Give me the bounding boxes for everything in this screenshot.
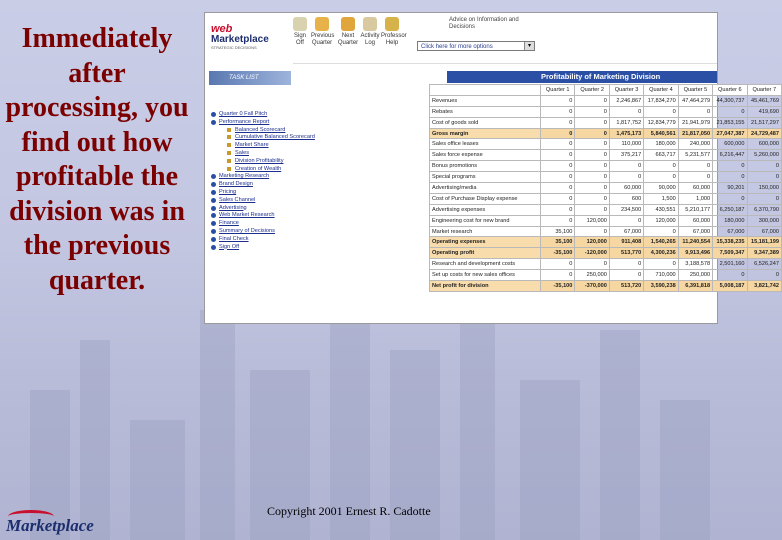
table-cell: 419,690 xyxy=(747,106,781,117)
table-cell: 0 xyxy=(541,161,575,172)
nav-item-label: Sales Channel xyxy=(219,196,256,203)
nav-item[interactable] xyxy=(209,236,293,244)
nav-item-label: Marketing Research xyxy=(219,173,270,180)
toolbar-button-2[interactable] xyxy=(337,17,359,47)
column-header: Quarter 7 xyxy=(747,85,781,96)
table-cell: 60,000 xyxy=(678,215,712,226)
column-header: Quarter 5 xyxy=(678,85,712,96)
nav-item[interactable] xyxy=(209,189,293,197)
table-cell: 240,000 xyxy=(678,139,712,150)
table-row xyxy=(430,161,782,172)
row-label: Bonus promotions xyxy=(430,161,541,172)
table-row xyxy=(430,281,782,292)
table-cell: 0 xyxy=(678,106,712,117)
table-cell: 0 xyxy=(747,270,781,281)
table-row xyxy=(430,150,782,161)
table-cell: 3,590,238 xyxy=(644,281,678,292)
table-cell: 5,260,000 xyxy=(747,150,781,161)
table-row xyxy=(430,95,782,106)
row-label: Sales office leases xyxy=(430,139,541,150)
table-cell: 120,000 xyxy=(575,215,609,226)
table-cell: 3,188,578 xyxy=(678,259,712,270)
table-cell: 0 xyxy=(541,95,575,106)
row-label: Net profit for division xyxy=(430,281,541,292)
table-cell: 2,501,160 xyxy=(713,259,747,270)
toolbar-button-0[interactable] xyxy=(289,17,311,47)
options-select[interactable] xyxy=(417,41,535,51)
toolbar-button-3[interactable] xyxy=(359,17,381,47)
column-header: Quarter 3 xyxy=(609,85,643,96)
table-cell: 0 xyxy=(575,226,609,237)
table-cell: 0 xyxy=(575,106,609,117)
column-header: Quarter 4 xyxy=(644,85,678,96)
table-cell: 21,517,297 xyxy=(747,117,781,128)
row-label: Engineering cost for new brand xyxy=(430,215,541,226)
table-cell: 0 xyxy=(575,117,609,128)
table-cell: 180,000 xyxy=(644,139,678,150)
table-cell: 90,201 xyxy=(713,183,747,194)
task-sidebar xyxy=(205,63,315,323)
nav-item[interactable] xyxy=(209,134,315,142)
table-cell: 45,461,769 xyxy=(747,95,781,106)
toolbar-button-label: Next Quarter xyxy=(337,33,359,46)
table-cell: 6,391,818 xyxy=(678,281,712,292)
table-cell: 0 xyxy=(644,259,678,270)
table-cell: 67,000 xyxy=(678,226,712,237)
row-label: Set up costs for new sales offices xyxy=(430,270,541,281)
table-cell: 15,338,235 xyxy=(713,237,747,248)
nav-bullet-icon xyxy=(211,237,216,242)
table-cell: 0 xyxy=(747,193,781,204)
nav-item[interactable] xyxy=(209,150,293,158)
table-cell: 110,000 xyxy=(609,139,643,150)
nav-bullet-icon xyxy=(211,120,216,125)
nav-bullet-icon xyxy=(211,198,216,203)
table-cell: 0 xyxy=(609,259,643,270)
table-cell: 0 xyxy=(713,193,747,204)
column-header: Quarter 6 xyxy=(713,85,747,96)
table-cell: 0 xyxy=(541,270,575,281)
table-cell: 375,217 xyxy=(609,150,643,161)
table-cell: 60,000 xyxy=(678,183,712,194)
activity-log-icon xyxy=(363,17,377,31)
nav-item[interactable] xyxy=(209,197,293,205)
nav-item-label: Balanced Scorecard xyxy=(235,126,286,133)
table-cell: 300,000 xyxy=(747,215,781,226)
table-cell: 15,181,199 xyxy=(747,237,781,248)
table-row xyxy=(430,117,782,128)
logo-tagline: STRATEGIC DECISIONS xyxy=(211,45,257,50)
table-cell: 67,000 xyxy=(713,226,747,237)
table-cell: 6,250,187 xyxy=(713,204,747,215)
table-cell: 120,000 xyxy=(644,215,678,226)
table-cell: 90,000 xyxy=(644,183,678,194)
table-header-row xyxy=(430,85,782,96)
toolbar-button-label: Activity Log xyxy=(360,33,380,46)
table-cell: 0 xyxy=(713,106,747,117)
table-cell: 1,500 xyxy=(644,193,678,204)
profitability-table xyxy=(429,84,782,292)
nav-bullet-icon xyxy=(211,229,216,234)
table-cell: 5,210,177 xyxy=(678,204,712,215)
table-cell: 0 xyxy=(609,270,643,281)
toolbar-button-4[interactable] xyxy=(381,17,407,47)
nav-item[interactable] xyxy=(209,166,293,174)
table-cell: 0 xyxy=(609,106,643,117)
table-title: Profitability of Marketing Division xyxy=(447,71,717,83)
row-label: Revenues xyxy=(430,95,541,106)
professor-help-icon xyxy=(385,17,399,31)
table-cell: 0 xyxy=(541,259,575,270)
nav-item-label: Performance Report xyxy=(219,118,270,125)
table-cell: 513,720 xyxy=(609,281,643,292)
nav-item-label: Sign Off xyxy=(219,243,240,250)
table-row xyxy=(430,106,782,117)
table-row xyxy=(430,172,782,183)
table-cell: 1,817,752 xyxy=(609,117,643,128)
nav-bullet-icon xyxy=(227,151,231,155)
table-cell: -35,100 xyxy=(541,248,575,259)
row-label: Advertising expenses xyxy=(430,204,541,215)
table-cell: 600 xyxy=(609,193,643,204)
table-row xyxy=(430,215,782,226)
table-cell: 0 xyxy=(541,150,575,161)
table-row xyxy=(430,193,782,204)
nav-item-label: Creation of Wealth xyxy=(235,165,282,172)
nav-bullet-icon xyxy=(211,112,216,117)
table-cell: 710,000 xyxy=(644,270,678,281)
nav-item-label: Final Check xyxy=(219,235,249,242)
nav-item-label: Brand Design xyxy=(219,181,253,188)
options-select-value: Click here for more options xyxy=(421,44,493,50)
nav-item[interactable] xyxy=(209,181,293,189)
table-cell: 35,100 xyxy=(541,237,575,248)
nav-item[interactable] xyxy=(209,205,293,213)
nav-bullet-icon xyxy=(211,190,216,195)
nav-item[interactable] xyxy=(209,220,293,228)
nav-item[interactable] xyxy=(209,212,293,220)
table-cell: 0 xyxy=(541,215,575,226)
table-cell: 0 xyxy=(644,106,678,117)
row-label: Advertising/media xyxy=(430,183,541,194)
nav-item[interactable] xyxy=(209,158,293,166)
column-header: Quarter 1 xyxy=(541,85,575,96)
table-cell: 6,370,790 xyxy=(747,204,781,215)
copyright-text: Copyright 2001 Ernest R. Cadotte xyxy=(267,504,431,518)
nav-bullet-icon xyxy=(227,159,231,163)
nav-bullet-icon xyxy=(211,182,216,187)
table-row xyxy=(430,259,782,270)
table-cell: 5,840,561 xyxy=(644,128,678,139)
table-cell: 0 xyxy=(644,172,678,183)
table-cell: 0 xyxy=(713,172,747,183)
table-cell: 250,000 xyxy=(575,270,609,281)
table-cell: 9,347,389 xyxy=(747,248,781,259)
table-cell: 24,729,487 xyxy=(747,128,781,139)
table-cell: 0 xyxy=(747,161,781,172)
table-cell: 0 xyxy=(541,172,575,183)
row-label: Market research xyxy=(430,226,541,237)
table-cell: 6,526,247 xyxy=(747,259,781,270)
table-cell: 0 xyxy=(609,172,643,183)
table-cell: 60,000 xyxy=(609,183,643,194)
table-cell: 2,246,867 xyxy=(609,95,643,106)
table-cell: 0 xyxy=(713,161,747,172)
row-label: Gross margin xyxy=(430,128,541,139)
table-cell: 0 xyxy=(541,139,575,150)
table-cell: 0 xyxy=(575,259,609,270)
table-cell: 250,000 xyxy=(678,270,712,281)
table-cell: 0 xyxy=(747,172,781,183)
row-label: Operating profit xyxy=(430,248,541,259)
nav-bullet-icon xyxy=(211,206,216,211)
nav-bullet-icon xyxy=(227,143,231,147)
table-cell: 27,047,387 xyxy=(713,128,747,139)
nav-bullet-icon xyxy=(211,245,216,250)
row-label: Cost of goods sold xyxy=(430,117,541,128)
column-header: Quarter 2 xyxy=(575,85,609,96)
nav-item[interactable] xyxy=(209,111,293,119)
nav-item-label: Pricing xyxy=(219,188,237,195)
table-cell: 0 xyxy=(575,161,609,172)
table-cell: 0 xyxy=(575,193,609,204)
table-row xyxy=(430,139,782,150)
table-cell: 600,000 xyxy=(713,139,747,150)
table-cell: 150,000 xyxy=(747,183,781,194)
table-cell: 35,100 xyxy=(541,226,575,237)
nav-bullet-icon xyxy=(211,221,216,226)
table-cell: 47,464,279 xyxy=(678,95,712,106)
task-list-header: TASK LIST xyxy=(209,71,291,85)
table-cell: 663,717 xyxy=(644,150,678,161)
table-cell: 7,509,347 xyxy=(713,248,747,259)
sign-off-icon xyxy=(293,17,307,31)
table-cell: 1,475,173 xyxy=(609,128,643,139)
table-row xyxy=(430,128,782,139)
previous-quarter-icon xyxy=(315,17,329,31)
table-cell: 21,941,979 xyxy=(678,117,712,128)
table-cell: 0 xyxy=(575,150,609,161)
table-cell: 21,853,155 xyxy=(713,117,747,128)
table-cell: 0 xyxy=(541,183,575,194)
table-cell: 0 xyxy=(575,139,609,150)
table-cell: 513,770 xyxy=(609,248,643,259)
row-label: Operating expenses xyxy=(430,237,541,248)
table-cell: 0 xyxy=(609,215,643,226)
toolbar-button-label: Previous Quarter xyxy=(311,33,335,46)
table-cell: 12,834,779 xyxy=(644,117,678,128)
nav-item-label: Summary of Decisions xyxy=(219,227,275,234)
row-label: Sales force expense xyxy=(430,150,541,161)
table-cell: 234,500 xyxy=(609,204,643,215)
table-cell: 0 xyxy=(575,172,609,183)
row-label: Cost of Purchase Display expense xyxy=(430,193,541,204)
brand-logo: Marketplace xyxy=(6,516,94,535)
marketplace-logo xyxy=(211,19,277,51)
nav-item[interactable] xyxy=(209,244,293,252)
nav-item[interactable] xyxy=(209,127,293,135)
table-cell: 911,408 xyxy=(609,237,643,248)
table-row xyxy=(430,248,782,259)
table-cell: -35,100 xyxy=(541,281,575,292)
app-header xyxy=(205,13,717,64)
table-cell: 0 xyxy=(541,117,575,128)
column-header xyxy=(430,85,541,96)
nav-item-label: Web Market Research xyxy=(219,212,275,219)
toolbar-button-label: Sign Off xyxy=(293,33,306,46)
table-cell: 0 xyxy=(541,106,575,117)
table-cell: 120,000 xyxy=(575,237,609,248)
table-cell: 0 xyxy=(541,128,575,139)
table-cell: -120,000 xyxy=(575,248,609,259)
table-cell: 11,240,554 xyxy=(678,237,712,248)
table-cell: 180,000 xyxy=(713,215,747,226)
table-cell: 0 xyxy=(713,270,747,281)
nav-item[interactable] xyxy=(209,142,293,150)
table-cell: 0 xyxy=(644,226,678,237)
table-cell: 0 xyxy=(678,161,712,172)
table-cell: 1,540,265 xyxy=(644,237,678,248)
nav-bullet-icon xyxy=(227,135,231,139)
main-content xyxy=(293,63,779,323)
table-cell: 5,008,187 xyxy=(713,281,747,292)
table-row xyxy=(430,183,782,194)
nav-item-label: Advertising xyxy=(219,204,247,211)
table-row xyxy=(430,237,782,248)
row-label: Research and development costs xyxy=(430,259,541,270)
table-row xyxy=(430,226,782,237)
table-cell: 1,000 xyxy=(678,193,712,204)
table-cell: 0 xyxy=(609,161,643,172)
app-screenshot xyxy=(204,12,779,324)
table-cell: 0 xyxy=(575,95,609,106)
nav-bullet-icon xyxy=(227,167,231,171)
chevron-down-icon[interactable]: ▾ xyxy=(524,42,534,50)
table-cell: 17,834,270 xyxy=(644,95,678,106)
table-cell: 0 xyxy=(644,161,678,172)
nav-item-label: Quarter 0 Fall Pitch xyxy=(219,111,268,117)
table-cell: 5,231,577 xyxy=(678,150,712,161)
nav-item-label: Cumulative Balanced Scorecard xyxy=(235,134,315,141)
table-cell: 4,300,236 xyxy=(644,248,678,259)
slide-caption: Immediately after processing, you find out how profitable the division was in the previous quarter. xyxy=(5,23,189,296)
task-nav-list xyxy=(209,111,315,251)
nav-item-label: Sales xyxy=(235,149,249,156)
table-cell: 600,000 xyxy=(747,139,781,150)
nav-item[interactable] xyxy=(209,173,293,181)
logo-text-web: web xyxy=(211,23,233,35)
table-cell: 44,300,737 xyxy=(713,95,747,106)
toolbar-button-label: Professor Help xyxy=(381,33,407,46)
nav-bullet-icon xyxy=(211,174,216,179)
row-label: Rebates xyxy=(430,106,541,117)
table-cell: 67,000 xyxy=(609,226,643,237)
next-quarter-icon xyxy=(341,17,355,31)
table-cell: 3,821,742 xyxy=(747,281,781,292)
table-row xyxy=(430,270,782,281)
table-row xyxy=(430,204,782,215)
nav-item-label: Division Profitability xyxy=(235,157,284,164)
table-cell: 0 xyxy=(678,172,712,183)
table-cell: 9,913,496 xyxy=(678,248,712,259)
table-cell: 21,817,050 xyxy=(678,128,712,139)
table-cell: 0 xyxy=(541,204,575,215)
table-cell: 0 xyxy=(575,128,609,139)
toolbar-button-1[interactable] xyxy=(311,17,333,47)
nav-item-label: Market Share xyxy=(235,142,269,149)
logo-text-main: Marketplace xyxy=(211,34,269,45)
table-cell: 0 xyxy=(541,193,575,204)
table-cell: 430,551 xyxy=(644,204,678,215)
row-label: Special programs xyxy=(430,172,541,183)
nav-bullet-icon xyxy=(227,128,231,132)
table-cell: -370,000 xyxy=(575,281,609,292)
table-cell: 0 xyxy=(575,183,609,194)
table-cell: 67,000 xyxy=(747,226,781,237)
nav-item[interactable] xyxy=(209,119,293,127)
nav-item-label: Finance xyxy=(219,220,239,227)
nav-bullet-icon xyxy=(211,213,216,218)
nav-item[interactable] xyxy=(209,228,293,236)
table-cell: 6,216,447 xyxy=(713,150,747,161)
advice-text: Advice on Information and Decisions xyxy=(449,17,519,30)
table-cell: 0 xyxy=(575,204,609,215)
